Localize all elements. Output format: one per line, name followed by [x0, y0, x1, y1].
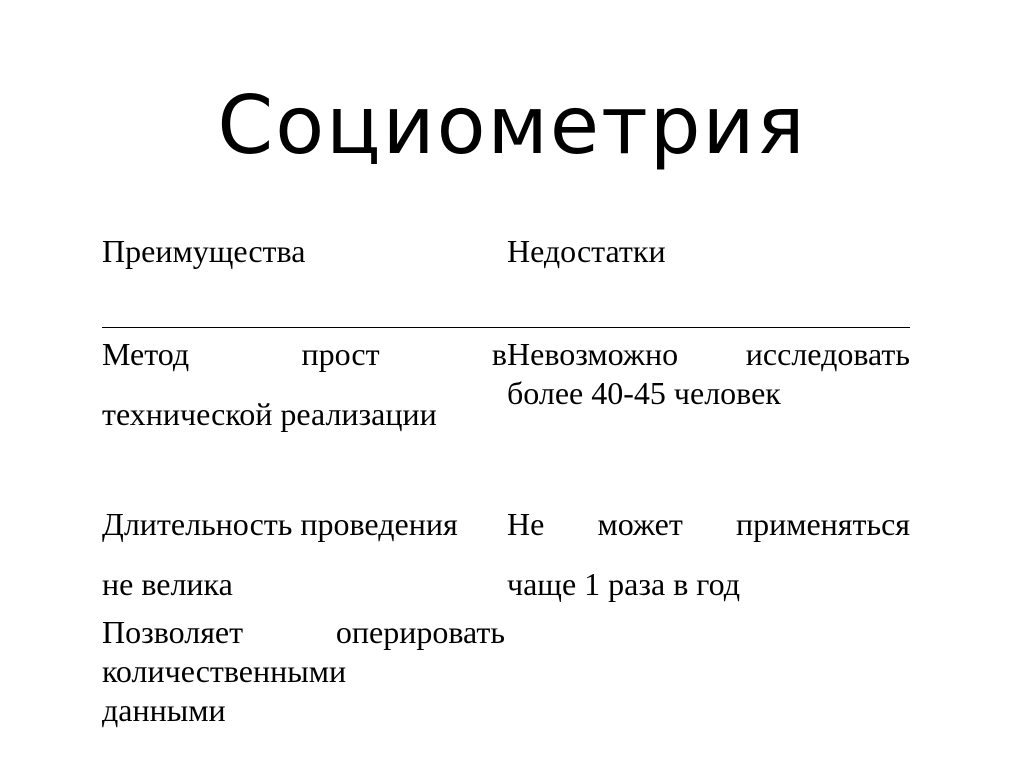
- disadvantage-1-line-1: [507, 335, 910, 373]
- disadvantage-2-line-1: [507, 505, 910, 543]
- advantage-3-word-1: Позволяет: [102, 614, 244, 650]
- disadvantage-2-word-1: Не: [507, 506, 545, 542]
- advantage-2-line-1: [102, 505, 458, 543]
- disadvantage-2-line-2: чаще 1 раза в год: [507, 566, 740, 602]
- advantage-2-word-2: проведения: [300, 506, 458, 542]
- disadvantage-1-word-2: исследовать: [745, 336, 910, 372]
- advantage-1-word-3: в: [491, 336, 507, 372]
- advantage-3-line-2: количественными: [102, 653, 347, 689]
- disadvantage-1-line-2: более 40-45 человек: [507, 375, 781, 411]
- header-advantages: Преимущества: [102, 233, 306, 269]
- advantage-1-word-2: прост: [301, 336, 380, 372]
- header-disadvantages: Недостатки: [507, 233, 666, 269]
- advantage-2-word-1: Длительность: [102, 506, 293, 542]
- disadvantage-1-word-1: Невозможно: [507, 336, 679, 372]
- advantage-2-line-2: не велика: [102, 566, 233, 602]
- advantage-1-line-2: технической реализации: [102, 396, 437, 432]
- header-divider: [102, 327, 910, 328]
- disadvantage-2-word-2: может: [597, 506, 683, 542]
- advantage-3-line-1: [102, 613, 505, 651]
- slide-title: Социометрия: [217, 79, 807, 172]
- advantage-3-word-2: оперировать: [335, 614, 505, 650]
- advantage-3-line-3: данными: [102, 692, 226, 728]
- advantage-1-line-1: [102, 335, 507, 373]
- advantage-1-word-1: Метод: [102, 336, 190, 372]
- disadvantage-2-word-3: применяться: [735, 506, 910, 542]
